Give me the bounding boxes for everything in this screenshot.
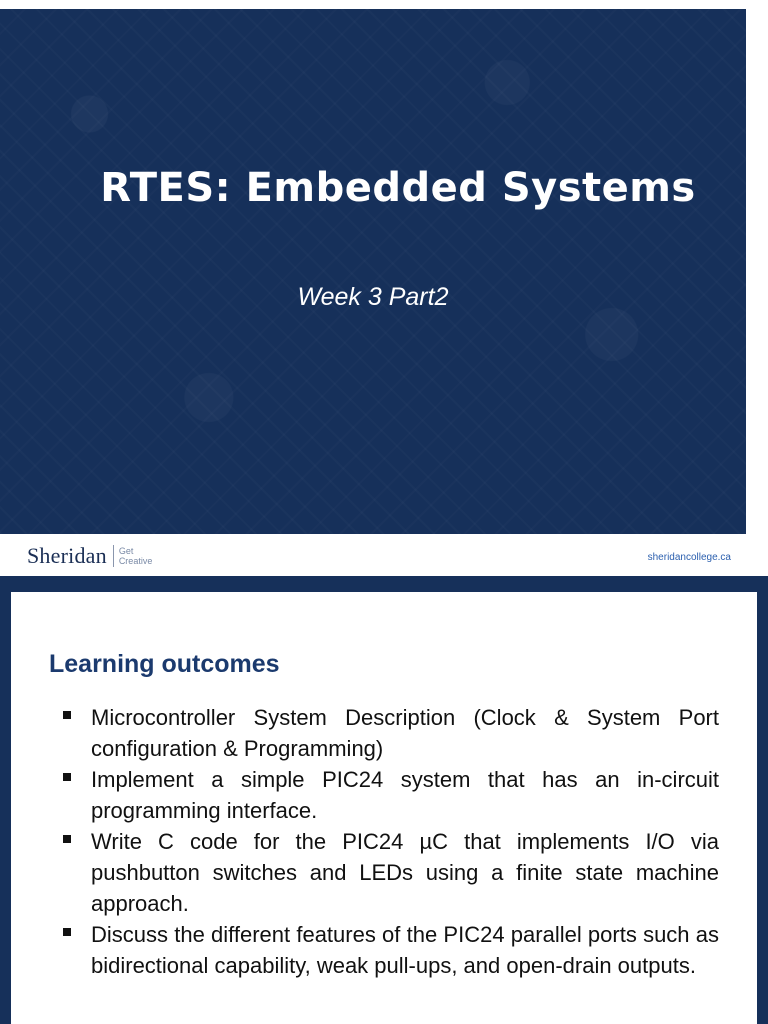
title-panel: [0, 9, 746, 534]
slide-title: RTES: Embedded Systems: [100, 165, 696, 211]
bullet-item: [61, 919, 719, 981]
logo-divider: [113, 545, 114, 567]
bullet-list: [61, 702, 719, 981]
bullet-text: Implement a simple PIC24 system that has an in-circuit programming interface.: [91, 767, 719, 823]
logo-tagline-line1: Get: [118, 546, 134, 556]
learning-outcomes-slide: [0, 576, 768, 1024]
bullet-square-icon: [63, 835, 71, 843]
bullet-text: Microcontroller System Description (Clock & System Port configuration & Programming): [91, 705, 719, 761]
sheridan-logo: [27, 541, 152, 571]
website-url: sheridancollege.ca: [647, 552, 731, 563]
logo-tagline-line2: Creative: [118, 556, 153, 566]
bullet-item: [61, 826, 719, 919]
bullet-square-icon: [63, 773, 71, 781]
bullet-text: Write C code for the PIC24 µC that implements I/O via pushbutton switches and LEDs using a finite state machine approach.: [91, 829, 719, 916]
slide-subtitle: Week 3 Part2: [297, 283, 449, 311]
logo-wordmark: Sheridan: [27, 543, 107, 568]
logo-tagline: [119, 546, 153, 566]
section-heading: Learning outcomes: [49, 650, 280, 678]
bullet-item: [61, 764, 719, 826]
bullet-square-icon: [63, 711, 71, 719]
content-card: [11, 592, 757, 1024]
bullet-item: [61, 702, 719, 764]
bullet-square-icon: [63, 928, 71, 936]
bullet-text: Discuss the different features of the PIC24 parallel ports such as bidirectional capability, weak pull-ups, and open-drain outputs.: [91, 922, 719, 978]
